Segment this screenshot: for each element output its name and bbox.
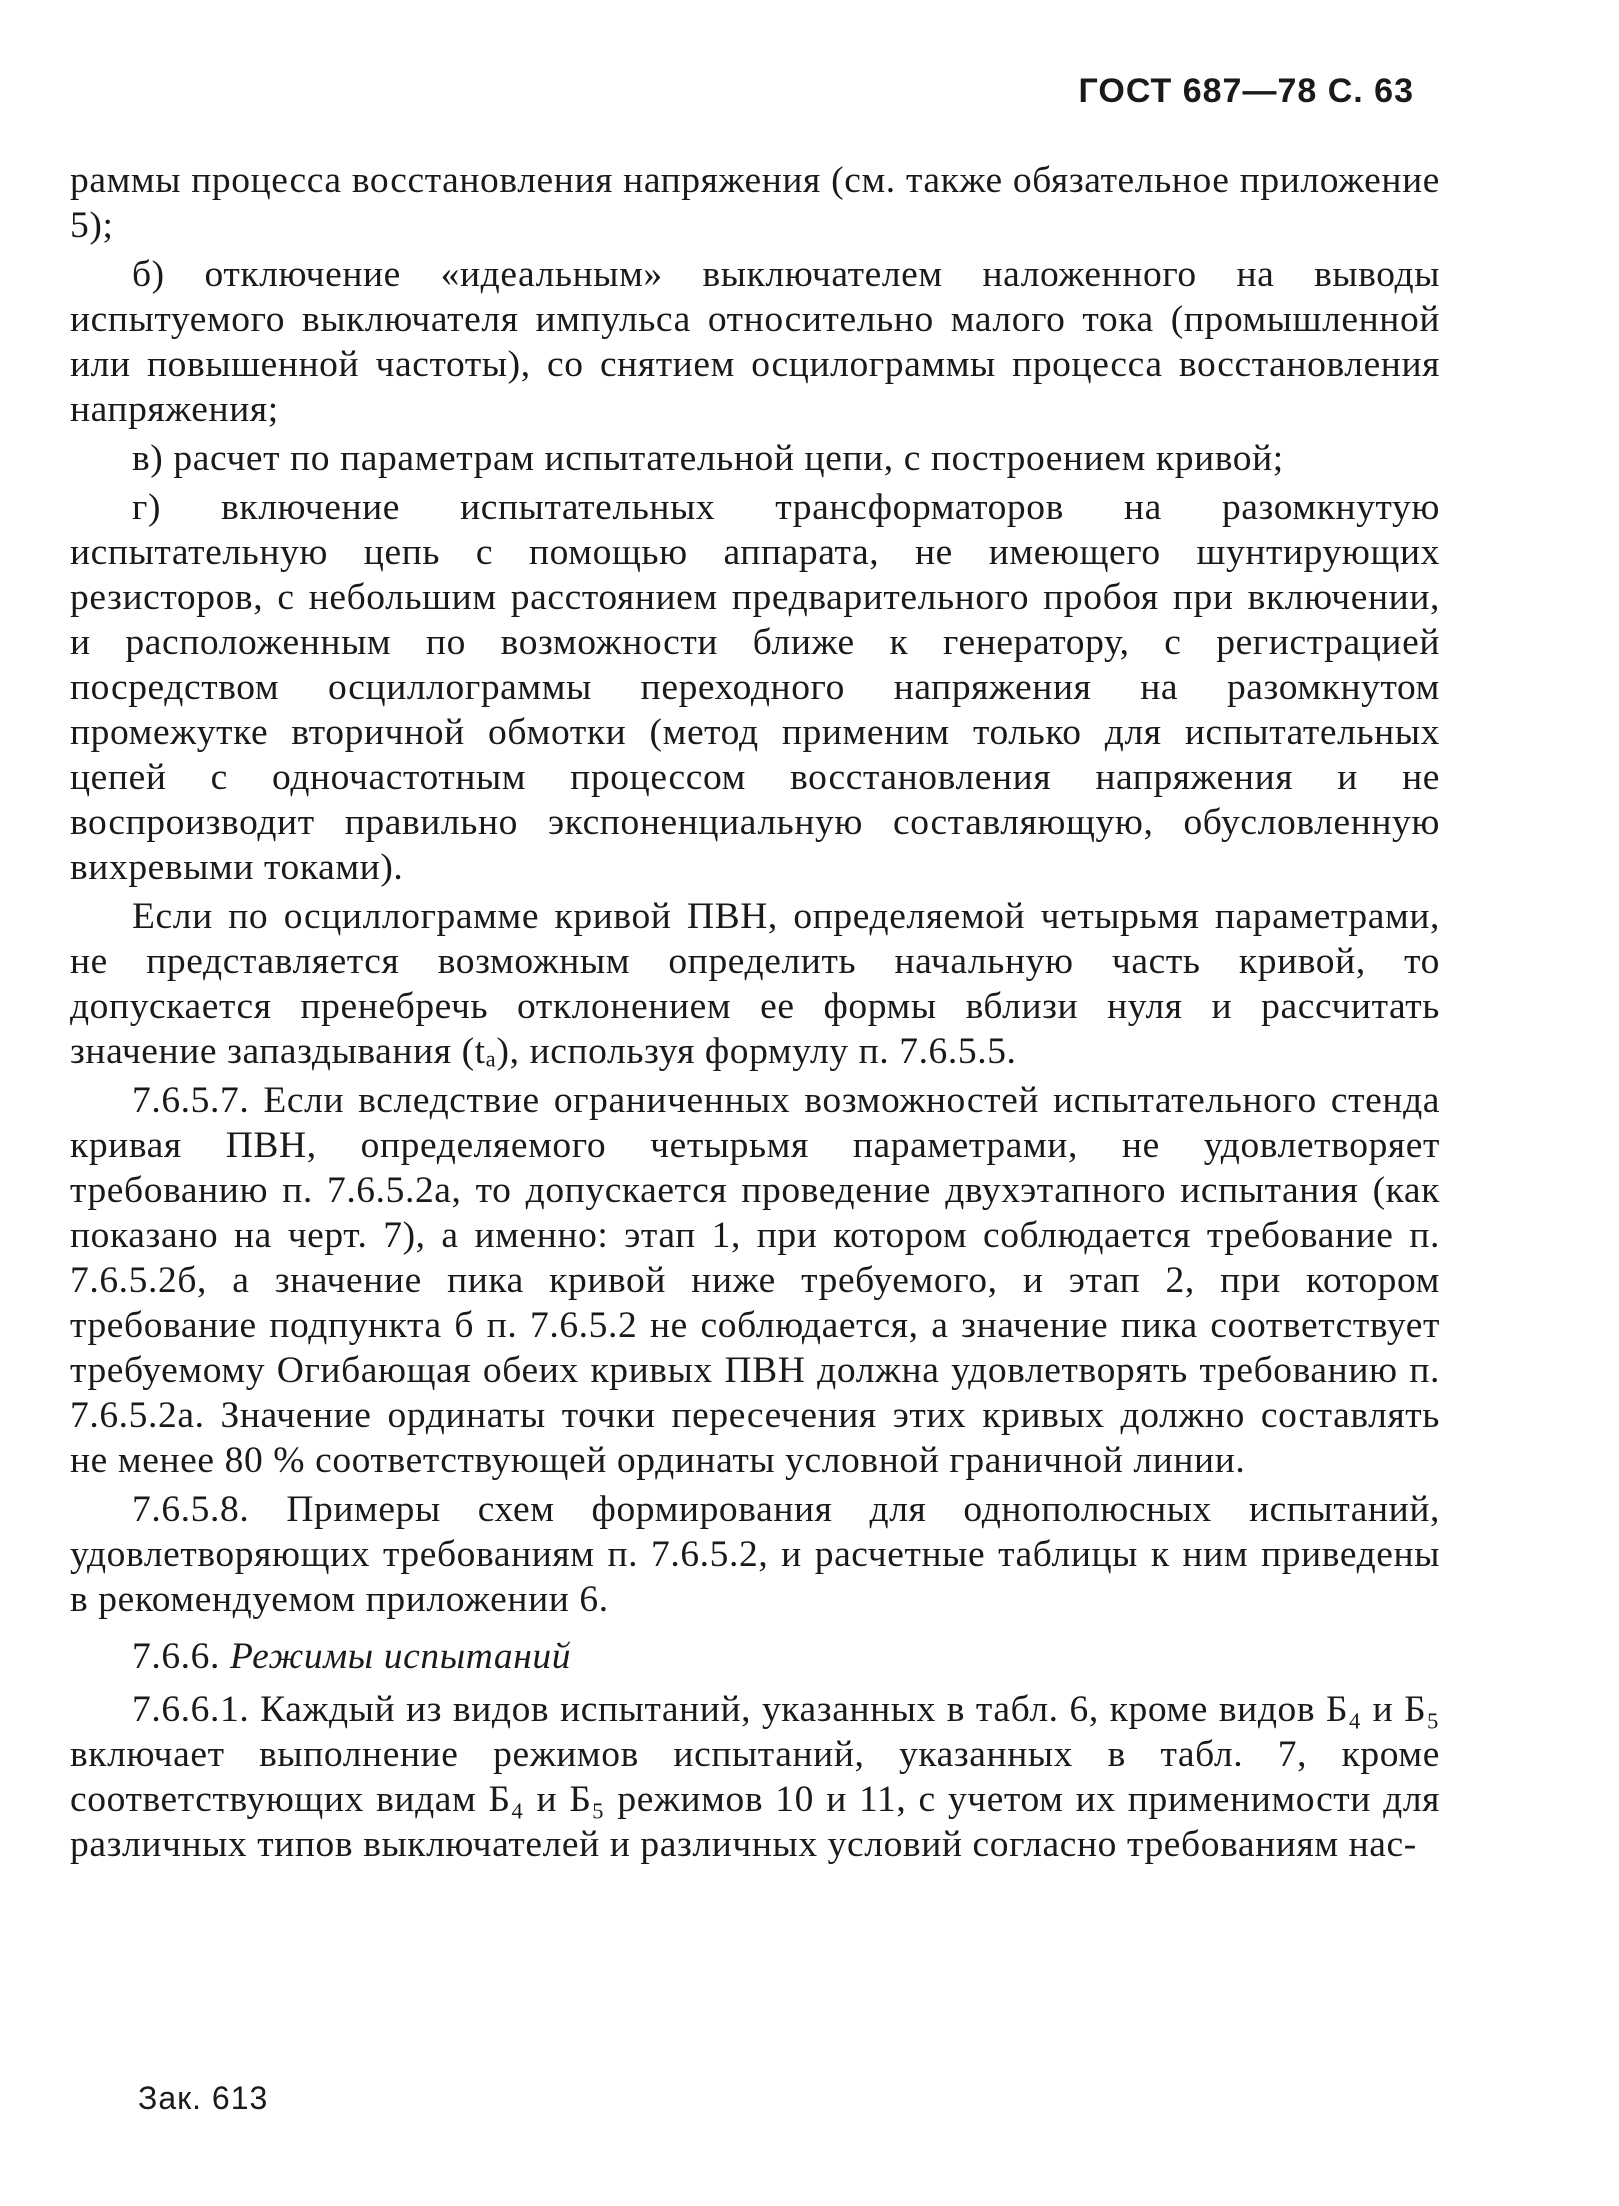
document-body [70, 158, 1440, 1871]
page-footer: Зак. 613 [138, 2080, 269, 2116]
paragraph-item-g: г) включение испытательных трансформаторов на разомкнутую испытательную цепь с помощью аппарата, не имеющего шунтирующих резисторов, с небольшим расстоянием предварительного пробоя при включении, и расположенным по возможности ближе к генератору, с регистрацией посредством осциллограммы переходного напряжения на разомкнутом промежутке вторичной обмотки (метод применим только для испытательных цепей с одночастотным процессом восстановления напряжения и не воспроизводит правильно экспоненциальную составляющую, обусловленную вихревыми токами). [70, 487, 1440, 888]
paragraph-continuation: раммы процесса восстановления напряжения (см. также обязательное приложение 5); [70, 160, 1440, 246]
paragraph-7-6-6-1: 7.6.6.1. Каждый из видов испытаний, указанных в табл. 6, кроме видов Б₄ и Б₅ включает выполнение режимов испытаний, указанных в табл. 7, кроме соответствующих видам Б₄ и Б₅ режимов 10 и 11, с учетом их применимости для различных типов выключателей и различных условий согласно требованиям нас- [70, 1689, 1440, 1865]
paragraph-item-b: б) отключение «идеальным» выключателем наложенного на выводы испытуемого выключателя импульса относительно малого тока (промышленной или повышенной частоты), со снятием осцилограммы процесса восстановления напряжения; [70, 254, 1440, 430]
section-number: 7.6.6. [132, 1636, 220, 1677]
section-heading [70, 1634, 1440, 1679]
paragraph-7-6-5-8: 7.6.5.8. Примеры схем формирования для однополюсных испытаний, удовлетворяющих требованиям п. 7.6.5.2, и расчетные таблицы к ним приведены в рекомендуемом приложении 6. [70, 1489, 1440, 1620]
section-title: Режимы испытаний [229, 1636, 572, 1677]
page-header: ГОСТ 687—78 С. 63 [1078, 72, 1414, 110]
paragraph-7-6-5-7: 7.6.5.7. Если вследствие ограниченных возможностей испытательного стенда кривая ПВН, определяемого четырьмя параметрами, не удовлетворяет требованию п. 7.6.5.2а, то допускается проведение двухэтапного испытания (как показано на черт. 7), а именно: этап 1, при котором соблюдается требование п. 7.6.5.2б, а значение пика кривой ниже требуемого, и этап 2, при котором требование подпункта б п. 7.6.5.2 не соблюдается, а значение пика соответствует требуемому Огибающая обеих кривых ПВН должна удовлетворять требованию п. 7.6.5.2а. Значение ординаты точки пересечения этих кривых должно составлять не менее 80 % соответствующей ординаты условной граничной линии. [70, 1080, 1440, 1481]
paragraph-item-v: в) расчет по параметрам испытательной цепи, с построением кривой; [132, 438, 1284, 479]
paragraph-oscillogram: Если по осциллограмме кривой ПВН, определяемой четырьмя параметрами, не представляется возможным определить начальную часть кривой, то допускается пренебречь отклонением ее формы вблизи нуля и рассчитать значение запаздывания (tₐ), используя формулу п. 7.6.5.5. [70, 896, 1440, 1072]
